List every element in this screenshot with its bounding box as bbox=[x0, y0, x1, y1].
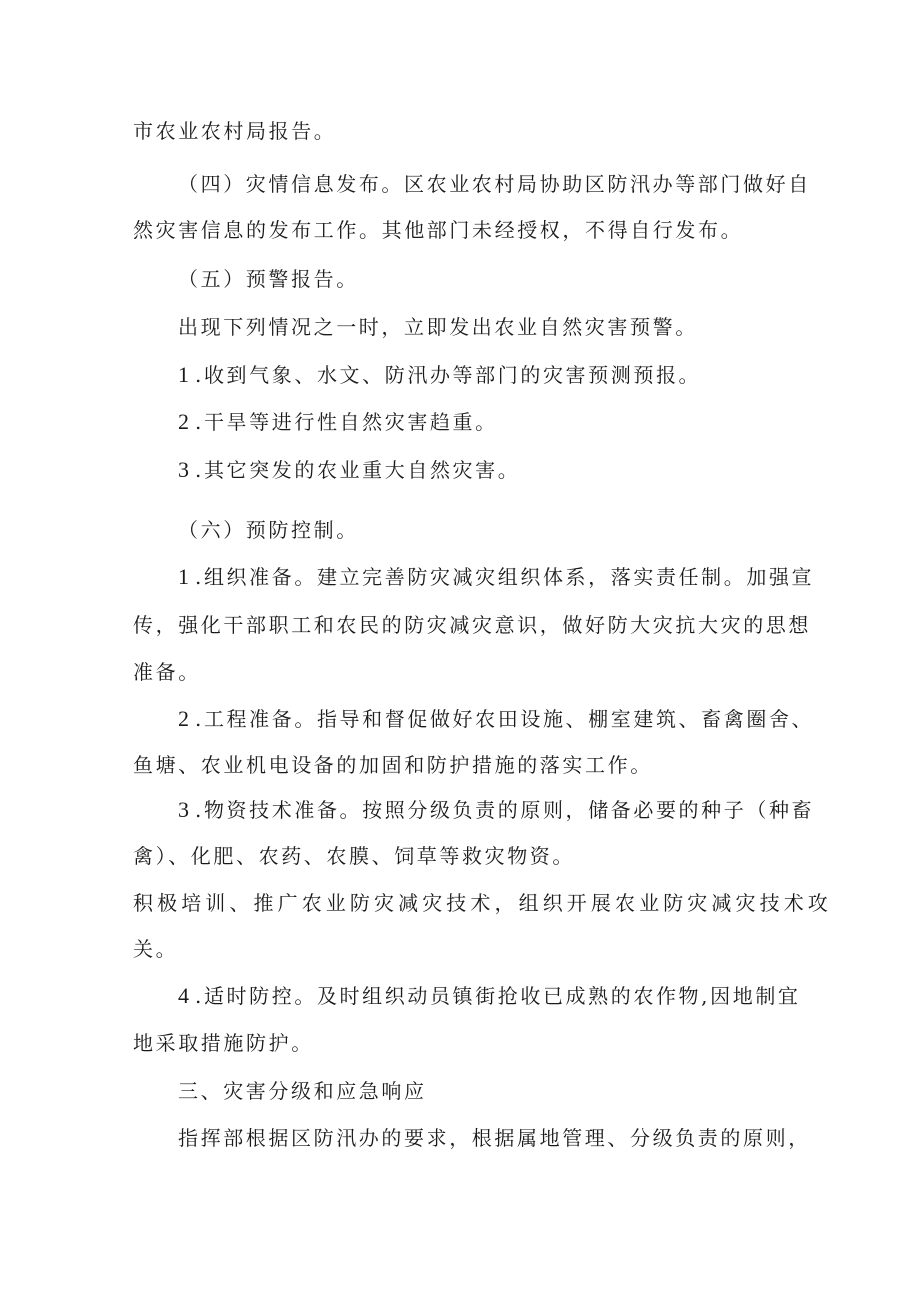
paragraph-line: 出现下列情况之一时，立即发出农业自然灾害预警。 bbox=[178, 315, 698, 339]
list-number: 3 bbox=[178, 797, 189, 822]
list-item: 1 .收到气象、水文、防汛办等部门的灾害预测预报。 bbox=[178, 362, 702, 387]
list-item: 4 .适时防控。及时组织动员镇街抢收已成熟的农作物,因地制宜 bbox=[178, 983, 801, 1008]
paragraph-line: 关。 bbox=[133, 937, 179, 961]
list-number: 4 bbox=[178, 983, 189, 1008]
paragraph-line: 传，强化干部职工和农民的防灾减灾意识，做好防大灾抗大灾的思想 bbox=[133, 613, 811, 637]
paragraph-line: 鱼塘、农业机电设备的加固和防护措施的落实工作。 bbox=[133, 753, 653, 777]
list-item: 2 .工程准备。指导和督促做好农田设施、棚室建筑、畜禽圈舍、 bbox=[178, 706, 815, 731]
list-number: 3 bbox=[178, 457, 189, 482]
list-number: 1 bbox=[178, 564, 189, 589]
list-number: 1 bbox=[178, 362, 189, 387]
paragraph-line: 指挥部根据区防汛办的要求，根据属地管理、分级负责的原则， bbox=[178, 1126, 811, 1150]
list-item: 2 .干旱等进行性自然灾害趋重。 bbox=[178, 409, 498, 434]
section-heading: （六）预防控制。 bbox=[178, 518, 359, 542]
paragraph-line: 禽）、化肥、农药、农膜、饲草等救灾物资。 bbox=[133, 844, 575, 868]
paragraph-line: （四）灾情信息发布。区农业农村局协助区防汛办等部门做好自 bbox=[178, 172, 811, 196]
section-heading: 三、灾害分级和应急响应 bbox=[178, 1079, 427, 1103]
paragraph-line: 准备。 bbox=[133, 660, 201, 684]
paragraph-line: 然灾害信息的发布工作。其他部门未经授权，不得自行发布。 bbox=[133, 218, 744, 242]
list-number: 2 bbox=[178, 706, 189, 731]
list-item: 3 .物资技术准备。按照分级负责的原则，储备必要的种子（种畜 bbox=[178, 797, 815, 822]
list-item: 3 .其它突发的农业重大自然灾害。 bbox=[178, 457, 521, 482]
list-item: 1 .组织准备。建立完善防灾减灾组织体系，落实责任制。加强宣 bbox=[178, 564, 815, 589]
paragraph-line: 积极培训、推广农业防灾减灾技术，组织开展农业防灾减灾技术攻 bbox=[133, 891, 832, 915]
section-heading: （五）预警报告。 bbox=[178, 267, 359, 291]
paragraph-line: 地采取措施防护。 bbox=[133, 1031, 314, 1055]
paragraph-line: 市农业农村局报告。 bbox=[133, 119, 337, 143]
list-number: 2 bbox=[178, 409, 189, 434]
